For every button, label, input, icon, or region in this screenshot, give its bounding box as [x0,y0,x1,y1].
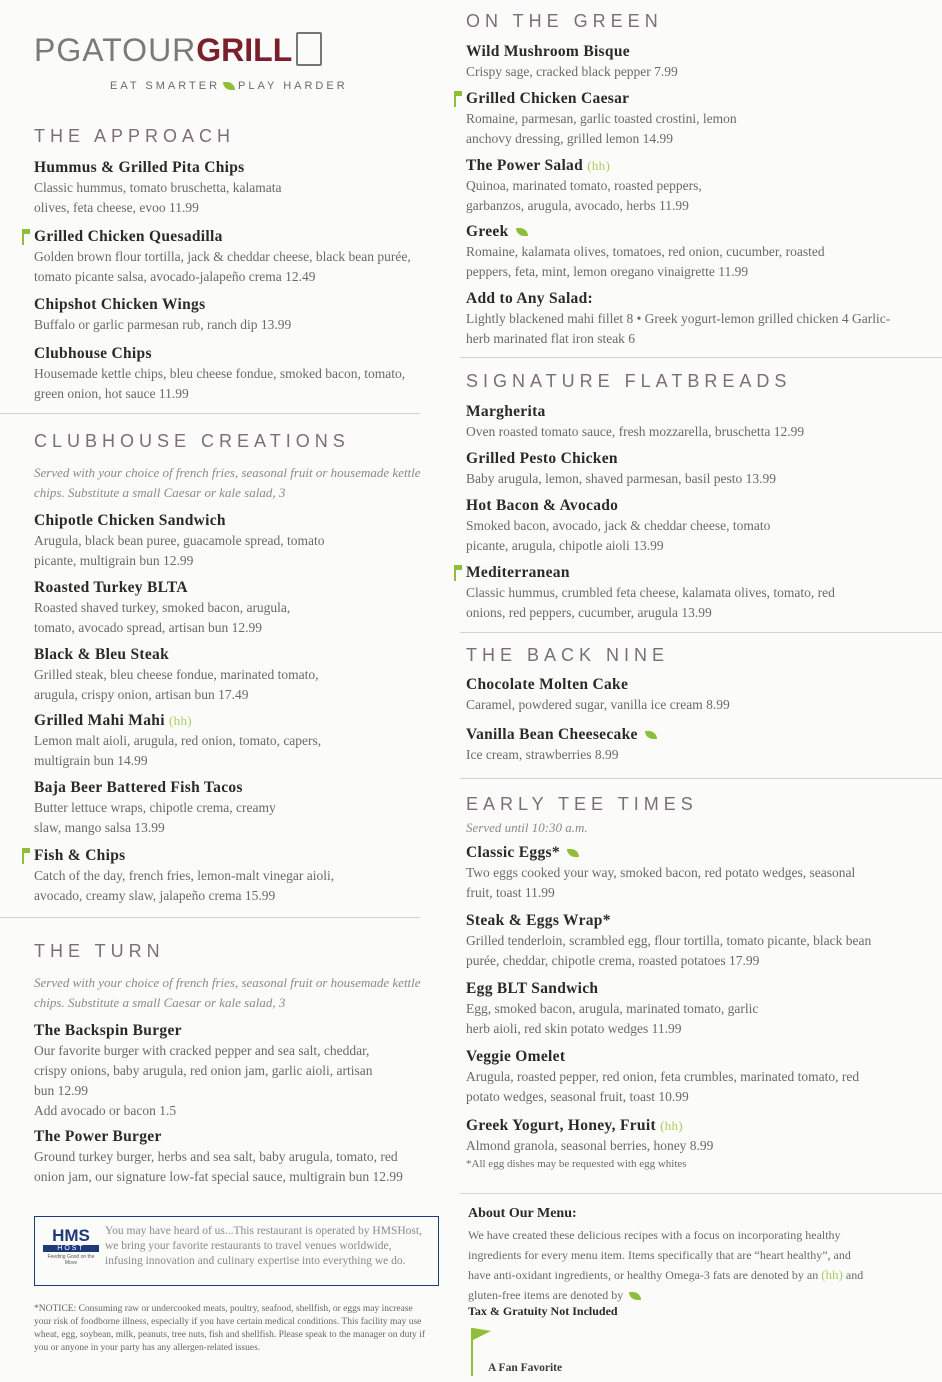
divider [0,413,420,414]
leaf-icon [223,82,235,90]
heart-healthy-badge: (hh) [660,1118,683,1133]
menu-item: Margherita Oven roasted tomato sauce, fresh mozzarella, bruschetta 12.99 [466,403,805,439]
heart-healthy-badge: (hh) [587,158,611,173]
section-title-approach: THE APPROACH [34,126,236,146]
hmshost-info-box [34,1216,439,1286]
gluten-free-leaf-icon [645,731,657,739]
menu-item: Chipotle Chicken Sandwich Arugula, black bean puree, guacamole spread, tomato picante, multigrain bun 12.99 [34,512,325,568]
tagline: EAT SMARTER PLAY HARDER [110,80,348,92]
logo-wordmark: PGATOURGRILL [34,30,364,70]
fan-favorite-label: A Fan Favorite [488,1362,563,1374]
hmshost-logo: HMS HOST Feeding Good on the Move [43,1227,99,1275]
menu-item: Hot Bacon & Avocado Smoked bacon, avocado, jack & cheddar cheese, tomato picante, arugula, chipotle aioli 13.99 [466,497,771,553]
divider [460,357,942,358]
menu-item: Chipshot Chicken Wings Buffalo or garlic parmesan rub, ranch dip 13.99 [34,296,292,332]
divider [0,917,420,918]
menu-item: Classic Eggs* Two eggs cooked your way, smoked bacon, red potato wedges, seasonal fruit, toast 11.99 [466,844,856,900]
menu-item: Veggie Omelet Arugula, roasted pepper, red onion, feta crumbles, marinated tomato, red potato wedges, seasonal fruit, toast 10.99 [466,1048,860,1104]
fan-favorite-flag-icon [22,229,24,245]
section-title-green: ON THE GREEN [466,11,663,31]
divider [460,778,942,779]
golfer-icon [296,32,322,66]
section-note: Served until 10:30 a.m. [466,820,588,835]
menu-item: Hummus & Grilled Pita Chips Classic hummus, tomato bruschetta, kalamata olives, feta cheese, evoo 11.99 [34,159,282,215]
menu-item: Black & Bleu Steak Grilled steak, bleu cheese fondue, marinated tomato, arugula, crispy onion, artisan bun 17.49 [34,646,319,702]
menu-item: Greek Yogurt, Honey, Fruit (hh) Almond granola, seasonal berries, honey 8.99 *All egg dishes may be requested with egg whites [466,1116,906,1172]
menu-item: The Power Salad (hh) Quinoa, marinated tomato, roasted peppers, garbanzos, arugula, avocado, herbs 11.99 [466,157,702,213]
menu-item: Roasted Turkey BLTA Roasted shaved turkey, smoked bacon, arugula, tomato, avocado spread, artisan bun 12.99 [34,579,291,635]
gluten-free-leaf-icon [629,1292,641,1300]
section-note: Served with your choice of french fries, seasonal fruit or housemade kettle chips. Substitute a small Caesar or kale salad, 3 [34,975,421,1010]
menu-item: Wild Mushroom Bisque Crispy sage, cracked black pepper 7.99 [466,43,678,79]
menu-item: Grilled Pesto Chicken Baby arugula, lemon, shaved parmesan, basil pesto 13.99 [466,450,777,486]
menu-item: The Power Burger Ground turkey burger, herbs and sea salt, baby arugula, tomato, red onion jam, our signature low-fat special sauce, multigrain bun 12.99 [34,1128,403,1184]
egg-footnote: *All egg dishes may be requested with egg whites [466,1158,687,1170]
menu-item: Clubhouse Chips Housemade kettle chips, bleu cheese fondue, smoked bacon, tomato, green onion, hot sauce 11.99 [34,345,406,401]
divider [460,1193,942,1194]
section-title-turn: THE TURN [34,941,165,961]
menu-item: The Backspin Burger Our favorite burger with cracked pepper and sea salt, cheddar, crispy onions, baby arugula, red onion jam, garlic aioli, artisan bun 12.99 Add avocado or bacon 1.5 [34,1022,373,1118]
about-text: We have created these delicious recipes with a focus on incorporating healthy ingredients for every menu item. Items specifically that are “heart healthy”, and have anti-oxidant ingredients, or healthy Omega-3 fats are denoted by an (hh) and gluten-free items are denoted by [468,1228,864,1302]
menu-item: Greek Romaine, kalamata olives, tomatoes, red onion, cucumber, roasted peppers, feta, mint, lemon oregano vinaigrette 11.99 [466,223,825,279]
section-title-early: EARLY TEE TIMES [466,794,698,814]
divider [460,632,942,633]
menu-item: Fish & Chips Catch of the day, french fries, lemon-malt vinegar aioli, avocado, creamy slaw, jalapeño crema 15.99 [34,846,426,906]
section-title-backnine: THE BACK NINE [466,645,670,665]
tax-note: Tax & Gratuity Not Included [468,1304,618,1318]
menu-item: Chocolate Molten Cake Caramel, powdered sugar, vanilla ice cream 8.99 [466,676,730,712]
menu-item: Add to Any Salad: Lightly blackened mahi fillet 8 • Greek yogurt-lemon grilled chicken 4 Garlic-herb marinated flat iron steak 6 [466,290,891,346]
gluten-free-leaf-icon [516,228,528,236]
section-title-flatbreads: SIGNATURE FLATBREADS [466,371,792,391]
menu-item: Grilled Mahi Mahi (hh) Lemon malt aioli, arugula, red onion, tomato, capers, multigrain bun 14.99 [34,712,322,768]
fan-favorite-flag-icon [471,1328,473,1376]
allergen-notice: *NOTICE: Consuming raw or undercooked meats, poultry, seafood, shellfish, or eggs may increase your risk of foodborne illness, especially if you have certain medical conditions. This facility may use wheat, egg, soybean, milk, peanuts, tree nuts, fish and shellfish. Please speak to the manager on duty if you or anyone in your party has any allergen-related issues. [34,1304,425,1353]
fan-favorite-flag-icon [454,565,456,581]
about-title: About Our Menu: [468,1206,577,1221]
fan-favorite-flag-icon [454,91,456,107]
menu-item: Vanilla Bean Cheesecake Ice cream, strawberries 8.99 [466,725,906,765]
heart-healthy-badge: (hh) [169,713,192,728]
menu-item: Grilled Chicken Caesar Romaine, parmesan, garlic toasted crostini, lemon anchovy dressing, grilled lemon 14.99 [466,89,906,149]
menu-item: Baja Beer Battered Fish Tacos Butter lettuce wraps, chipotle crema, creamy slaw, mango salsa 13.99 [34,779,276,835]
heart-healthy-badge: (hh) [821,1267,843,1282]
menu-item: Egg BLT Sandwich Egg, smoked bacon, arugula, marinated tomato, garlic herb aioli, red skin potato wedges 11.99 [466,980,759,1036]
fan-favorite-flag-icon [22,848,24,864]
menu-item: Mediterranean Classic hummus, crumbled feta cheese, kalamata olives, tomato, red onions, red peppers, cucumber, arugula 13.99 [466,563,906,623]
section-title-clubhouse: CLUBHOUSE CREATIONS [34,431,350,451]
menu-item: Grilled Chicken Quesadilla Golden brown flour tortilla, jack & cheddar cheese, black bean purée, tomato picante salsa, avocado-jalapeño crema 12.49 [34,227,426,287]
gluten-free-leaf-icon [567,849,579,857]
menu-item: Steak & Eggs Wrap* Grilled tenderloin, scrambled egg, flour tortilla, tomato picante, black bean purée, cheddar, chipotle crema, roasted potatoes 17.99 [466,912,872,968]
section-note: Served with your choice of french fries, seasonal fruit or housemade kettle chips. Substitute a small Caesar or kale salad, 3 [34,465,421,500]
logo [34,30,364,92]
hmshost-text: You may have heard of us...This restaurant is operated by HMSHost, we bring your favorite restaurants to travel venues worldwide, infusing innovation and culinary expertise into everything we do. [105,1225,422,1267]
